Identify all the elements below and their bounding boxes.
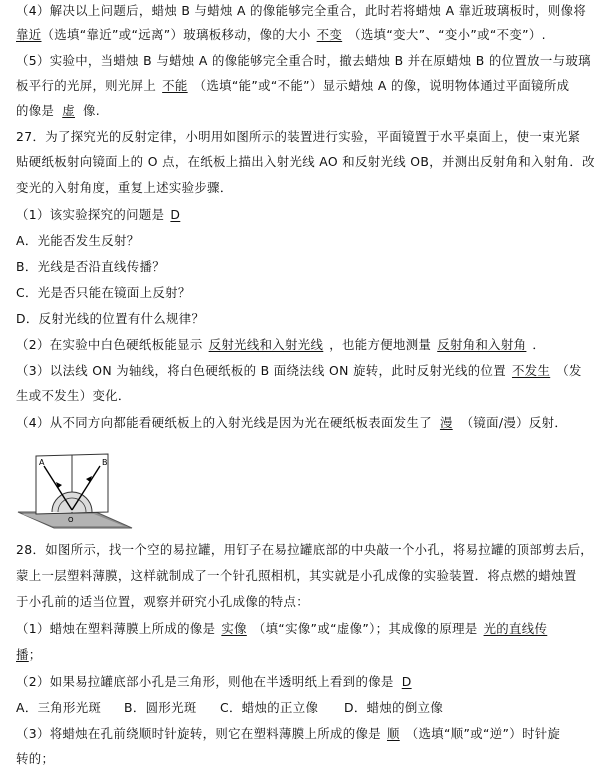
q26-p4-text: （选填“靠近”或“远离”）玻璃板移动，像的大小: [41, 27, 311, 42]
option-text: C．蜡烛的正立像: [220, 700, 319, 715]
q27-stem-line3: [16, 179, 597, 196]
q26-p5-text: （5）实验中，当蜡烛 B 与蜡烛 A 的像能够完全重合时，撤去蜡烛 B 并在原蜡烛 B 的位置放一与玻璃: [16, 53, 591, 68]
answer-blank: 不能: [162, 78, 188, 93]
point-label-a: A: [39, 458, 45, 467]
q27-p3-line1: [16, 362, 597, 379]
q27-p2-line: [16, 336, 597, 353]
option-text: A．光能否发生反射？: [16, 233, 140, 248]
q27-p2-text: （2）在实验中白色硬纸板能显示: [16, 337, 203, 352]
option-text: B．光线是否沿直线传播？: [16, 259, 165, 274]
q28-p2-text: （2）如果易拉罐底部小孔是三角形，则他在半透明纸上看到的像是: [16, 674, 394, 689]
answer-blank: 反射光线和入射光线: [208, 337, 324, 352]
q26-p4-line2: [16, 26, 597, 43]
q28-p1-text: ；: [28, 647, 42, 662]
q28-p3-line2: [16, 750, 597, 767]
answer-blank: 反射角和入射角: [437, 337, 527, 352]
q28-options-line: [16, 699, 597, 716]
answer-blank: 虚: [62, 103, 75, 118]
q27-p3-text: （3）以法线 ON 为轴线，将白色硬纸板的 B 面绕法线 ON 旋转，此时反射光线的位置: [16, 363, 506, 378]
option-text: D．蜡烛的倒立像: [344, 700, 444, 715]
q27-p3-line2: [16, 387, 597, 404]
q27-stem-line2: [16, 153, 597, 170]
q26-p5-line1: [16, 52, 597, 69]
answer-blank: 顺: [386, 726, 400, 741]
q26-p4-line1: [16, 2, 597, 19]
q27-option-c: [16, 284, 597, 301]
option-text: D．反射光线的位置有什么规律？: [16, 311, 205, 326]
q28-p3-text: （3）将蜡烛在孔前绕顺时针旋转，则它在塑料薄膜上所成的像是: [16, 726, 381, 741]
answer-blank: 靠近: [16, 27, 42, 42]
q28-stem: 于小孔前的适当位置，观察并研究小孔成像的特点：: [16, 594, 310, 609]
option-text: A．三角形光斑: [16, 700, 102, 715]
q28-p1-text: （1）蜡烛在塑料薄膜上所成的像是: [16, 621, 216, 636]
answer-blank: 播: [16, 647, 29, 662]
q26-p4-text: （选填“变大”、“变小”或“不变”）.: [348, 27, 546, 42]
q27-option-b: [16, 258, 597, 275]
q28-p1-text: （填“实像”或“虚像”）；其成像的原理是: [252, 621, 478, 636]
option-text: B．圆形光斑: [124, 700, 197, 715]
q28-stem: 蒙上一层塑料薄膜，这样就制成了一个针孔照相机，其实就是小孔成像的实验装置．将点燃的蜡烛置: [16, 568, 577, 583]
q28-p3-text: （选填“顺”或“逆”）时针旋: [405, 726, 561, 741]
q28-p1-line2: [16, 646, 597, 663]
q26-p5-text: 的像是: [16, 103, 55, 118]
q28-p3-text: 转的；: [16, 751, 55, 766]
answer-blank: 不发生: [511, 363, 551, 378]
q27-stem: 变光的入射角度，重复上述实验步骤．: [16, 180, 233, 195]
q27-p3-text: （发: [556, 363, 582, 378]
answer-blank: D: [170, 207, 181, 222]
q26-p5-text: 像.: [82, 103, 101, 118]
point-label-o: O: [68, 516, 74, 524]
q26-p5-line2: [16, 77, 597, 94]
q27-option-a: [16, 232, 597, 249]
q27-stem-line1: [16, 128, 597, 145]
q27-p3-text: 生或不发生）变化．: [16, 388, 131, 403]
q28-p2-line: [16, 673, 597, 690]
q27-p1-line: [16, 206, 597, 223]
q26-p5-text: 板平行的光屏，则光屏上: [16, 78, 157, 93]
q26-p5-line3: [16, 102, 597, 119]
q27-option-d: [16, 310, 597, 327]
answer-blank: 漫: [439, 415, 453, 430]
q26-p5-text: （选填“能”或“不能”）显示蜡烛 A 的像，说明物体通过平面镜所成: [193, 78, 570, 93]
q28-stem-line2: [16, 567, 597, 584]
q28-p1-line1: [16, 620, 597, 637]
answer-blank: D: [401, 674, 412, 689]
answer-blank: 不变: [316, 27, 343, 42]
q28-stem-line3: [16, 593, 597, 610]
q28-p3-line1: [16, 725, 597, 742]
q27-p4-text: （4）从不同方向都能看硬纸板上的入射光线是因为光在硬纸板表面发生了: [16, 415, 432, 430]
q28-stem: 28．如图所示，找一个空的易拉罐，用钉子在易拉罐底部的中央敲一个小孔，将易拉罐的顶部剪去后，: [16, 542, 594, 557]
q27-p4-text: （镜面/漫）反射．: [460, 415, 568, 430]
q27-p4-line: [16, 414, 597, 431]
q27-p1-text: （1）该实验探究的问题是: [16, 207, 165, 222]
q27-p2-text: ，也能方便地测量: [329, 337, 432, 352]
q27-stem: 贴硬纸板射向镜面上的 O 点，在纸板上描出入射光线 AO 和反射光线 OB，并测出反射角和入射角．改: [16, 154, 595, 169]
reflection-apparatus-figure: [16, 452, 136, 532]
q26-p4-text: （4）解决以上问题后，蜡烛 B 与蜡烛 A 的像能够完全重合，此时若将蜡烛 A 靠近玻璃板时，则像将: [16, 3, 587, 18]
option-text: C．光是否只能在镜面上反射？: [16, 285, 191, 300]
answer-blank: 实像: [221, 621, 247, 636]
q27-stem: 27．为了探究光的反射定律，小明用如图所示的装置进行实验，平面镜置于水平桌面上，使一束光紧: [16, 129, 581, 144]
point-label-b: B: [102, 458, 108, 467]
answer-blank: 光的直线传: [483, 621, 548, 636]
q27-p2-text: ．: [532, 337, 546, 352]
q28-stem-line1: [16, 541, 597, 558]
